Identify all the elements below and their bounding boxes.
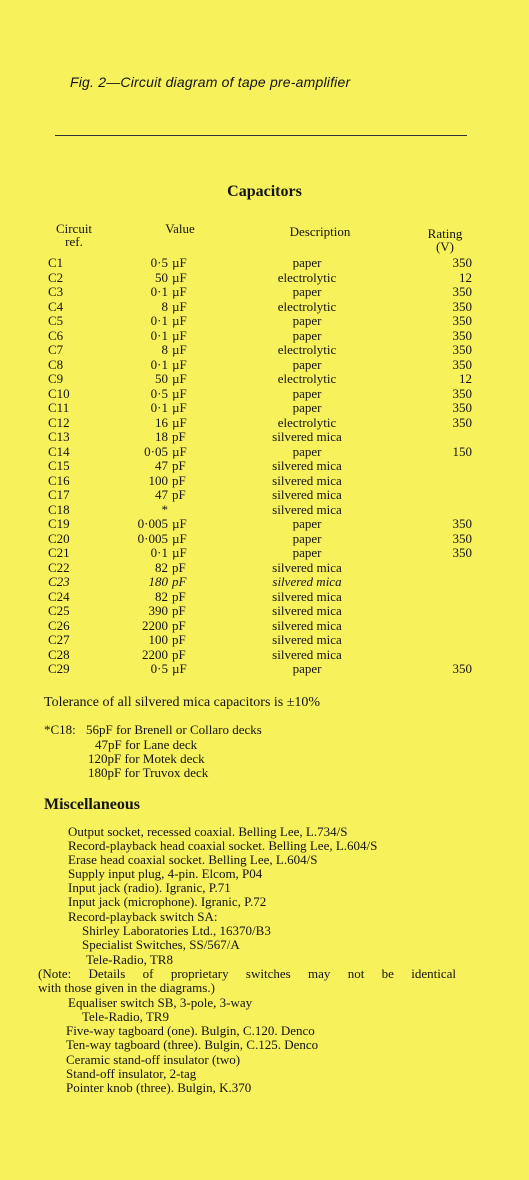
capacitor-unit: µF	[172, 255, 187, 270]
table-row	[44, 445, 474, 460]
capacitor-rating: 350	[452, 342, 472, 357]
capacitor-value: 0·5	[150, 385, 168, 401]
capacitor-rating: 350	[452, 516, 472, 531]
capacitor-ref: C29	[48, 661, 70, 676]
capacitor-unit: pF	[172, 603, 186, 618]
capacitor-value: 82	[155, 559, 168, 575]
capacitor-ref: C24	[48, 588, 70, 604]
capacitor-ref: C18	[48, 501, 70, 517]
table-row	[44, 285, 474, 300]
capacitor-ref: C28	[48, 646, 70, 662]
capacitor-ref: C11	[48, 400, 70, 415]
capacitor-ref: C9	[48, 371, 64, 386]
capacitor-value: 0·5	[150, 255, 168, 270]
capacitor-rating	[392, 459, 474, 474]
capacitor-unit: µF	[172, 443, 187, 459]
capacitor-description: paper	[292, 443, 322, 459]
misc-item: Specialist Switches, SS/567/A	[82, 937, 240, 952]
misc-item: Five-way tagboard (one). Bulgin, C.120. Denco	[66, 1023, 315, 1038]
capacitor-description: paper	[292, 356, 322, 372]
capacitor-description: paper	[292, 313, 322, 328]
capacitor-ref: C19	[48, 516, 70, 531]
capacitor-rating: 12	[459, 371, 472, 386]
capacitor-ref: C20	[48, 530, 70, 546]
table-row	[44, 474, 474, 489]
capacitor-rating	[392, 575, 474, 590]
capacitor-rating	[392, 488, 474, 503]
capacitor-description: silvered mica	[272, 632, 342, 647]
capacitor-unit: pF	[172, 646, 186, 662]
misc-item: Tele-Radio, TR9	[82, 1009, 169, 1024]
capacitor-value: 0·1	[150, 400, 168, 415]
capacitor-description: paper	[292, 530, 322, 546]
capacitor-unit: µF	[172, 371, 187, 386]
capacitor-unit	[172, 503, 222, 518]
capacitor-rating: 350	[452, 298, 472, 314]
capacitor-unit: µF	[172, 356, 187, 372]
table-row	[44, 590, 474, 605]
capacitor-ref: C1	[48, 255, 64, 270]
table-row	[44, 532, 474, 547]
capacitor-description: paper	[292, 385, 322, 401]
c18-note-line: 56pF for Brenell or Collaro decks	[86, 722, 262, 737]
capacitor-rating	[392, 633, 474, 648]
table-row	[44, 271, 474, 286]
capacitor-value: 8	[161, 298, 168, 314]
capacitor-unit: µF	[172, 545, 187, 560]
table-row	[44, 459, 474, 474]
capacitor-unit: pF	[172, 472, 186, 488]
capacitor-ref: C22	[48, 559, 70, 575]
capacitor-rating: 350	[452, 284, 472, 299]
capacitors-table	[44, 256, 474, 677]
capacitor-rating: 350	[452, 545, 472, 560]
capacitor-unit: pF	[172, 574, 187, 589]
table-row	[44, 517, 474, 532]
table-row	[44, 648, 474, 663]
capacitor-ref: C13	[48, 429, 70, 444]
capacitor-rating	[392, 561, 474, 576]
c18-note-line: 47pF for Lane deck	[95, 737, 198, 752]
table-row	[44, 546, 474, 561]
misc-item: Tele-Radio, TR8	[86, 952, 173, 967]
capacitor-value: 180	[148, 574, 168, 589]
capacitor-unit: µF	[172, 661, 187, 676]
capacitor-value: *	[161, 501, 168, 517]
table-row	[44, 575, 474, 590]
capacitor-value: 0·005	[137, 530, 168, 546]
capacitor-description: silvered mica	[272, 559, 342, 575]
capacitor-unit: pF	[172, 458, 186, 473]
table-row	[44, 329, 474, 344]
table-row	[44, 503, 474, 518]
capacitor-unit: µF	[172, 313, 187, 328]
capacitor-description: silvered mica	[272, 458, 342, 473]
capacitor-rating	[392, 604, 474, 619]
capacitor-ref: C15	[48, 458, 70, 473]
capacitor-unit: µF	[172, 298, 187, 314]
capacitor-ref: C10	[48, 385, 70, 401]
misc-item: Record-playback switch SA:	[68, 909, 218, 924]
capacitor-value: 0·1	[150, 356, 168, 372]
capacitor-description: silvered mica	[272, 429, 342, 444]
capacitor-ref: C16	[48, 472, 70, 488]
capacitor-rating: 350	[452, 356, 472, 372]
misc-item: Ceramic stand-off insulator (two)	[66, 1052, 241, 1067]
capacitor-description: silvered mica	[272, 472, 342, 488]
capacitor-unit: pF	[172, 429, 186, 444]
capacitor-value: 0·1	[150, 327, 168, 343]
table-row	[44, 561, 474, 576]
table-row	[44, 358, 474, 373]
misc-item: Shirley Laboratories Ltd., 16370/B3	[82, 923, 271, 938]
table-row	[44, 604, 474, 619]
capacitor-ref: C7	[48, 342, 64, 357]
capacitor-unit: pF	[172, 588, 186, 604]
capacitor-ref: C6	[48, 327, 64, 343]
capacitor-value: 47	[155, 458, 168, 473]
capacitor-ref: C21	[48, 545, 70, 560]
capacitor-unit: µF	[172, 269, 187, 285]
misc-item: Output socket, recessed coaxial. Belling Lee, L.734/S	[68, 824, 348, 839]
capacitor-value: 18	[155, 429, 168, 444]
capacitor-rating: 350	[452, 255, 472, 270]
header-value: Value	[165, 221, 195, 236]
misc-item: (Note: Details of proprietary switches may not be identical	[38, 966, 456, 981]
capacitor-value: 47	[155, 487, 168, 502]
capacitor-description: paper	[292, 327, 322, 343]
capacitor-value: 50	[155, 269, 168, 285]
capacitor-description: paper	[292, 661, 322, 676]
capacitor-unit: pF	[172, 617, 186, 633]
table-row	[44, 430, 474, 445]
capacitor-rating: 150	[452, 443, 472, 459]
capacitor-rating: 12	[459, 269, 472, 285]
capacitor-unit: µF	[172, 342, 187, 357]
capacitor-description: silvered mica	[272, 588, 342, 604]
capacitor-value: 0·1	[150, 313, 168, 328]
tolerance-note: Tolerance of all silvered mica capacitors is ±10%	[44, 695, 321, 710]
capacitor-description: electrolytic	[277, 342, 337, 357]
capacitor-unit: µF	[172, 385, 187, 401]
capacitor-ref: C8	[48, 356, 64, 372]
header-description: Description	[289, 224, 351, 239]
capacitor-description: electrolytic	[277, 414, 337, 430]
capacitor-description: silvered mica	[272, 617, 342, 633]
capacitor-ref: C25	[48, 603, 70, 618]
capacitor-value: 82	[155, 588, 168, 604]
capacitor-description: silvered mica	[272, 574, 342, 589]
misc-item: Erase head coaxial socket. Belling Lee, L.604/S	[68, 852, 318, 867]
capacitor-description: silvered mica	[272, 501, 342, 517]
c18-note-line: 120pF for Motek deck	[88, 751, 205, 766]
capacitor-description: electrolytic	[277, 269, 337, 285]
misc-item: Pointer knob (three). Bulgin, K.370	[66, 1080, 252, 1095]
capacitor-unit: pF	[172, 487, 186, 502]
capacitor-ref: C12	[48, 414, 70, 430]
table-row	[44, 256, 474, 271]
capacitor-value: 2200	[142, 617, 168, 633]
capacitor-value: 2200	[142, 646, 168, 662]
capacitor-description: silvered mica	[272, 603, 342, 618]
capacitor-value: 100	[148, 632, 168, 647]
capacitor-ref: C23	[48, 574, 70, 589]
capacitor-rating	[392, 503, 474, 518]
capacitor-value: 16	[155, 414, 168, 430]
capacitor-unit: µF	[172, 530, 187, 546]
misc-item: Ten-way tagboard (three). Bulgin, C.125. Denco	[66, 1037, 319, 1052]
miscellaneous-title: Miscellaneous	[44, 796, 140, 813]
misc-item: Stand-off insulator, 2-tag	[66, 1066, 197, 1081]
capacitor-value: 50	[155, 371, 168, 386]
capacitor-description: paper	[292, 516, 322, 531]
c18-note-line: 180pF for Truvox deck	[88, 765, 209, 780]
misc-item: Input jack (radio). Igranic, P.71	[68, 880, 231, 895]
table-row	[44, 633, 474, 648]
misc-item: with those given in the diagrams.)	[38, 980, 215, 995]
capacitor-description: paper	[292, 255, 322, 270]
capacitor-rating: 350	[452, 661, 472, 676]
capacitor-description: paper	[292, 400, 322, 415]
capacitor-ref: C3	[48, 284, 64, 299]
capacitor-rating	[392, 590, 474, 605]
capacitor-value: 0·1	[150, 545, 168, 560]
capacitor-unit: µF	[172, 400, 187, 415]
capacitor-rating: 350	[452, 400, 472, 415]
capacitor-unit: pF	[172, 632, 186, 647]
capacitor-value: 0·5	[150, 661, 168, 676]
table-row	[44, 314, 474, 329]
capacitor-rating: 350	[452, 327, 472, 343]
capacitor-ref: C17	[48, 487, 70, 502]
table-row	[44, 387, 474, 402]
table-row	[44, 372, 474, 387]
table-row	[44, 488, 474, 503]
table-row	[44, 300, 474, 315]
capacitor-description: paper	[292, 284, 322, 299]
capacitor-value: 0·05	[144, 443, 168, 459]
misc-item: Input jack (microphone). Igranic, P.72	[68, 894, 267, 909]
capacitor-rating: 350	[452, 313, 472, 328]
capacitor-unit: µF	[172, 414, 187, 430]
capacitor-ref: C14	[48, 443, 70, 459]
figure-caption: Fig. 2—Circuit diagram of tape pre-amplifier	[70, 74, 351, 90]
capacitor-rating	[392, 474, 474, 489]
capacitor-unit: pF	[172, 559, 186, 575]
table-row	[44, 619, 474, 634]
capacitor-rating	[392, 648, 474, 663]
capacitor-ref: C27	[48, 632, 70, 647]
capacitor-ref: C4	[48, 298, 64, 314]
capacitor-description: silvered mica	[272, 646, 342, 662]
capacitor-unit: µF	[172, 284, 187, 299]
capacitor-description: electrolytic	[277, 371, 337, 386]
capacitor-description: silvered mica	[272, 487, 342, 502]
capacitor-value: 0·1	[150, 284, 168, 299]
capacitor-value: 390	[148, 603, 168, 618]
table-row	[44, 662, 474, 677]
capacitor-rating: 350	[452, 530, 472, 546]
table-row	[44, 343, 474, 358]
capacitor-value: 8	[161, 342, 168, 357]
capacitor-value: 100	[148, 472, 168, 488]
capacitor-unit: µF	[172, 327, 187, 343]
capacitor-description: electrolytic	[277, 298, 337, 314]
capacitor-rating: 350	[452, 385, 472, 401]
capacitor-rating	[392, 619, 474, 634]
misc-item: Record-playback head coaxial socket. Belling Lee, L.604/S	[68, 838, 378, 853]
capacitor-rating: 350	[452, 414, 472, 430]
capacitor-ref: C26	[48, 617, 70, 633]
capacitor-ref: C5	[48, 313, 64, 328]
header-circuit-ref: Circuit ref.	[55, 221, 93, 249]
misc-item: Equaliser switch SB, 3-pole, 3-way	[68, 995, 253, 1010]
capacitor-ref: C2	[48, 269, 64, 285]
table-row	[44, 416, 474, 431]
capacitor-value: 0·005	[137, 516, 168, 531]
table-row	[44, 401, 474, 416]
capacitors-title: Capacitors	[227, 183, 302, 200]
horizontal-rule	[55, 135, 467, 136]
capacitor-description: paper	[292, 545, 322, 560]
c18-note-label: *C18:	[44, 722, 76, 737]
capacitor-rating	[392, 430, 474, 445]
capacitor-unit: µF	[172, 516, 187, 531]
misc-item: Supply input plug, 4-pin. Elcom, P04	[68, 866, 263, 881]
header-rating: Rating (V)	[427, 226, 463, 254]
